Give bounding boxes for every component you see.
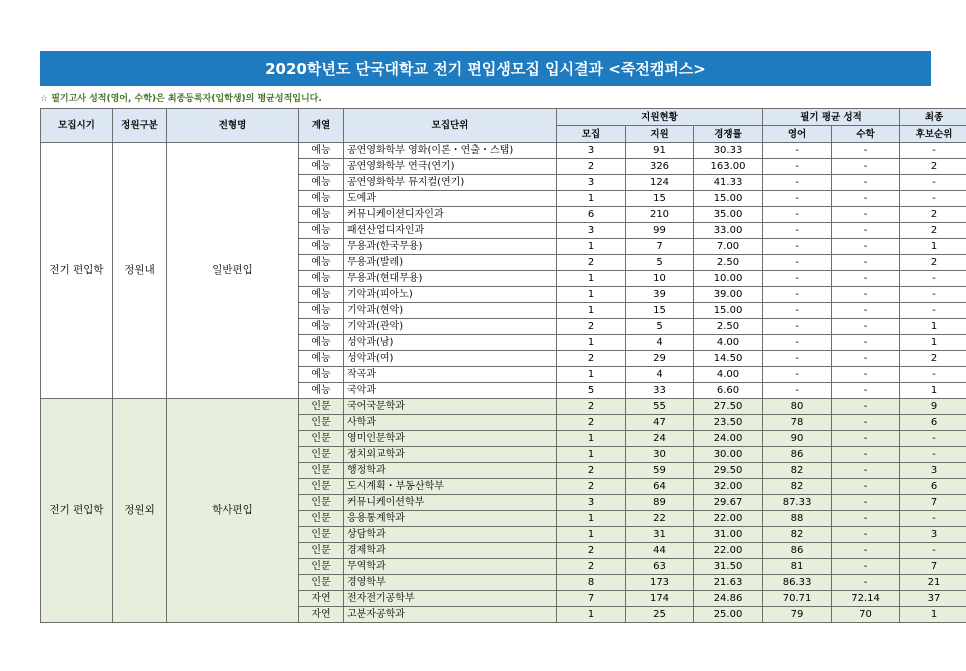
cell-english: 82 [763,479,832,495]
cell-applicants: 210 [626,207,694,223]
cell-recruit: 3 [557,143,626,159]
cell-recruit: 2 [557,319,626,335]
cell-field: 예능 [299,143,344,159]
cell-math: 70 [832,607,900,623]
cell-unit: 응용통계학과 [344,511,557,527]
cell-rank: - [900,367,966,383]
cell-applicants: 64 [626,479,694,495]
cell-ratio: 25.00 [694,607,763,623]
cell-recruit: 2 [557,399,626,415]
cell-rank: - [900,303,966,319]
cell-field: 인문 [299,575,344,591]
cell-english: 86 [763,447,832,463]
page-title: 2020학년도 단국대학교 전기 편입생모집 입시결과 <죽전캠퍼스> [40,51,931,86]
cell-applicants: 29 [626,351,694,367]
cell-math: - [832,479,900,495]
cell-rank: - [900,287,966,303]
cell-math: - [832,255,900,271]
cell-field: 예능 [299,367,344,383]
cell-field: 인문 [299,543,344,559]
cell-recruit: 1 [557,511,626,527]
cell-ratio: 6.60 [694,383,763,399]
cell-recruit: 1 [557,239,626,255]
cell-recruit: 2 [557,543,626,559]
cell-unit: 커뮤니케이션학부 [344,495,557,511]
cell-english: 86.33 [763,575,832,591]
cell-ratio: 163.00 [694,159,763,175]
cell-rank: 3 [900,463,966,479]
cell-english: - [763,383,832,399]
header-ratio: 경쟁률 [694,126,763,143]
cell-unit: 국어국문학과 [344,399,557,415]
cell-field: 인문 [299,495,344,511]
cell-ratio: 21.63 [694,575,763,591]
cell-math: - [832,351,900,367]
cell-rank: - [900,271,966,287]
cell-english: 80 [763,399,832,415]
header-apply-status: 지원현황 [557,109,763,126]
cell-english: - [763,351,832,367]
cell-field: 예능 [299,303,344,319]
cell-rank: 1 [900,607,966,623]
cell-math: - [832,271,900,287]
cell-field: 예능 [299,191,344,207]
cell-applicants: 55 [626,399,694,415]
cell-rank: 1 [900,383,966,399]
cell-unit: 전자전기공학부 [344,591,557,607]
cell-unit: 커뮤니케이션디자인과 [344,207,557,223]
cell-ratio: 33.00 [694,223,763,239]
cell-math: - [832,207,900,223]
cell-math: - [832,399,900,415]
cell-unit: 경제학과 [344,543,557,559]
cell-unit: 경영학부 [344,575,557,591]
cell-recruit: 8 [557,575,626,591]
cell-applicants: 5 [626,255,694,271]
cell-rank: 2 [900,223,966,239]
cell-recruit: 1 [557,431,626,447]
cell-recruit: 3 [557,495,626,511]
cell-field: 예능 [299,159,344,175]
cell-english: 87.33 [763,495,832,511]
cell-rank: 7 [900,495,966,511]
cell-rank: 2 [900,207,966,223]
cell-rank: 2 [900,351,966,367]
cell-unit: 영미인문학과 [344,431,557,447]
cell-applicants: 25 [626,607,694,623]
cell-ratio: 31.00 [694,527,763,543]
cell-recruit: 1 [557,303,626,319]
cell-math: - [832,383,900,399]
cell-rank: 6 [900,479,966,495]
cell-unit: 도예과 [344,191,557,207]
cell-field: 인문 [299,479,344,495]
cell-english: - [763,303,832,319]
cell-applicants: 7 [626,239,694,255]
cell-ratio: 39.00 [694,287,763,303]
cell-applicants: 326 [626,159,694,175]
cell-rank: 1 [900,319,966,335]
cell-applicants: 59 [626,463,694,479]
cell-field: 예능 [299,271,344,287]
cell-unit: 무용과(현대무용) [344,271,557,287]
cell-field: 인문 [299,463,344,479]
cell-field: 인문 [299,447,344,463]
cell-math: - [832,511,900,527]
cell-math: - [832,463,900,479]
cell-math: - [832,527,900,543]
cell-rank: 6 [900,415,966,431]
header-rank: 후보순위 [900,126,966,143]
cell-field: 예능 [299,351,344,367]
cell-recruit: 1 [557,335,626,351]
cell-math: - [832,143,900,159]
header-applicants: 지원 [626,126,694,143]
cell-ratio: 29.50 [694,463,763,479]
cell-field: 예능 [299,287,344,303]
cell-field: 자연 [299,591,344,607]
cell-unit: 성악과(남) [344,335,557,351]
cell-unit: 기악과(현악) [344,303,557,319]
cell-math: - [832,223,900,239]
cell-applicants: 4 [626,367,694,383]
cell-unit: 기악과(관악) [344,319,557,335]
cell-ratio: 35.00 [694,207,763,223]
cell-applicants: 99 [626,223,694,239]
cell-unit: 사학과 [344,415,557,431]
cell-ratio: 4.00 [694,335,763,351]
cell-field: 예능 [299,175,344,191]
group-quota: 정원외 [113,399,167,623]
header-english: 영어 [763,126,832,143]
cell-rank: - [900,175,966,191]
cell-ratio: 15.00 [694,303,763,319]
cell-math: - [832,495,900,511]
cell-ratio: 15.00 [694,191,763,207]
cell-recruit: 2 [557,255,626,271]
cell-recruit: 2 [557,159,626,175]
cell-english: - [763,319,832,335]
header-recruit: 모집 [557,126,626,143]
cell-field: 예능 [299,223,344,239]
cell-recruit: 5 [557,383,626,399]
cell-unit: 작곡과 [344,367,557,383]
header-final: 최종 [900,109,966,126]
cell-applicants: 47 [626,415,694,431]
cell-unit: 고분자공학과 [344,607,557,623]
cell-english: - [763,175,832,191]
cell-unit: 행정학과 [344,463,557,479]
cell-math: - [832,415,900,431]
cell-math: - [832,239,900,255]
group-quota: 정원내 [113,143,167,399]
header-type: 전형명 [167,109,299,143]
cell-field: 인문 [299,399,344,415]
cell-rank: - [900,143,966,159]
cell-rank: 9 [900,399,966,415]
cell-field: 예능 [299,383,344,399]
cell-english: 88 [763,511,832,527]
cell-ratio: 22.00 [694,511,763,527]
cell-ratio: 30.33 [694,143,763,159]
cell-ratio: 2.50 [694,319,763,335]
cell-rank: 2 [900,159,966,175]
cell-rank: 3 [900,527,966,543]
cell-ratio: 31.50 [694,559,763,575]
header-unit: 모집단위 [344,109,557,143]
header-math: 수학 [832,126,900,143]
cell-ratio: 27.50 [694,399,763,415]
cell-english: - [763,191,832,207]
cell-unit: 무용과(발레) [344,255,557,271]
cell-ratio: 30.00 [694,447,763,463]
cell-applicants: 173 [626,575,694,591]
cell-unit: 정치외교학과 [344,447,557,463]
cell-rank: 37 [900,591,966,607]
cell-math: - [832,559,900,575]
header-field: 계열 [299,109,344,143]
cell-math: - [832,319,900,335]
cell-recruit: 1 [557,191,626,207]
cell-applicants: 89 [626,495,694,511]
cell-field: 자연 [299,607,344,623]
cell-unit: 성악과(여) [344,351,557,367]
cell-english: 82 [763,527,832,543]
header-written: 필기 평균 성적 [763,109,900,126]
cell-math: - [832,447,900,463]
cell-ratio: 41.33 [694,175,763,191]
cell-field: 예능 [299,207,344,223]
cell-english: 70.71 [763,591,832,607]
cell-applicants: 31 [626,527,694,543]
cell-applicants: 5 [626,319,694,335]
cell-math: - [832,287,900,303]
cell-field: 인문 [299,511,344,527]
cell-field: 예능 [299,319,344,335]
cell-rank: - [900,511,966,527]
cell-recruit: 1 [557,287,626,303]
cell-unit: 무역학과 [344,559,557,575]
cell-recruit: 1 [557,271,626,287]
cell-recruit: 2 [557,559,626,575]
cell-ratio: 29.67 [694,495,763,511]
cell-recruit: 2 [557,415,626,431]
cell-english: - [763,143,832,159]
cell-ratio: 2.50 [694,255,763,271]
cell-english: 78 [763,415,832,431]
cell-rank: 7 [900,559,966,575]
cell-applicants: 4 [626,335,694,351]
cell-unit: 무용과(한국무용) [344,239,557,255]
cell-applicants: 91 [626,143,694,159]
cell-field: 인문 [299,559,344,575]
admission-results-table [40,108,966,623]
cell-unit: 기악과(피아노) [344,287,557,303]
cell-field: 인문 [299,431,344,447]
group-type: 학사편입 [167,399,299,623]
group-type: 일반편입 [167,143,299,399]
cell-applicants: 15 [626,303,694,319]
cell-ratio: 10.00 [694,271,763,287]
cell-rank: 1 [900,239,966,255]
cell-english: 81 [763,559,832,575]
cell-recruit: 1 [557,607,626,623]
cell-recruit: 2 [557,479,626,495]
cell-english: 90 [763,431,832,447]
cell-english: 82 [763,463,832,479]
cell-unit: 패션산업디자인과 [344,223,557,239]
cell-unit: 국악과 [344,383,557,399]
cell-recruit: 2 [557,463,626,479]
cell-applicants: 174 [626,591,694,607]
cell-applicants: 39 [626,287,694,303]
cell-unit: 도시계획・부동산학부 [344,479,557,495]
cell-recruit: 3 [557,175,626,191]
cell-recruit: 2 [557,351,626,367]
cell-english: - [763,207,832,223]
cell-rank: - [900,431,966,447]
cell-rank: - [900,191,966,207]
cell-applicants: 30 [626,447,694,463]
cell-english: 79 [763,607,832,623]
cell-english: - [763,255,832,271]
cell-rank: - [900,543,966,559]
cell-rank: 21 [900,575,966,591]
header-period: 모집시기 [41,109,113,143]
cell-english: - [763,159,832,175]
table-row [41,399,966,415]
cell-field: 인문 [299,527,344,543]
cell-math: - [832,431,900,447]
cell-math: - [832,303,900,319]
cell-recruit: 1 [557,447,626,463]
cell-applicants: 33 [626,383,694,399]
cell-math: - [832,175,900,191]
cell-applicants: 124 [626,175,694,191]
cell-math: - [832,335,900,351]
cell-english: - [763,335,832,351]
cell-applicants: 22 [626,511,694,527]
cell-unit: 공연영화학부 연극(연기) [344,159,557,175]
cell-english: 86 [763,543,832,559]
cell-field: 인문 [299,415,344,431]
cell-english: - [763,239,832,255]
group-period: 전기 편입학 [41,143,113,399]
cell-applicants: 15 [626,191,694,207]
cell-ratio: 23.50 [694,415,763,431]
cell-applicants: 10 [626,271,694,287]
cell-recruit: 1 [557,527,626,543]
cell-math: - [832,367,900,383]
cell-ratio: 4.00 [694,367,763,383]
table-body [41,143,966,623]
cell-field: 예능 [299,335,344,351]
cell-applicants: 24 [626,431,694,447]
cell-unit: 공연영화학부 뮤지컬(연기) [344,175,557,191]
cell-english: - [763,271,832,287]
group-period: 전기 편입학 [41,399,113,623]
cell-math: - [832,575,900,591]
cell-math: - [832,159,900,175]
cell-ratio: 14.50 [694,351,763,367]
cell-unit: 상담학과 [344,527,557,543]
cell-english: - [763,367,832,383]
cell-rank: 2 [900,255,966,271]
cell-rank: 1 [900,335,966,351]
table-row [41,143,966,159]
cell-rank: - [900,447,966,463]
note-text: ☆ 필기고사 성적(영어, 수학)은 최종등록자(입학생)의 평균성적입니다. [40,94,322,104]
cell-recruit: 6 [557,207,626,223]
cell-field: 예능 [299,239,344,255]
cell-recruit: 3 [557,223,626,239]
cell-ratio: 22.00 [694,543,763,559]
cell-field: 예능 [299,255,344,271]
cell-recruit: 7 [557,591,626,607]
cell-math: 72.14 [832,591,900,607]
cell-ratio: 24.00 [694,431,763,447]
cell-math: - [832,543,900,559]
header-quota: 정원구분 [113,109,167,143]
cell-ratio: 7.00 [694,239,763,255]
cell-applicants: 63 [626,559,694,575]
cell-math: - [832,191,900,207]
cell-english: - [763,287,832,303]
cell-recruit: 1 [557,367,626,383]
cell-ratio: 24.86 [694,591,763,607]
cell-ratio: 32.00 [694,479,763,495]
cell-applicants: 44 [626,543,694,559]
cell-unit: 공연영화학부 영화(이론・연출・스탭) [344,143,557,159]
cell-english: - [763,223,832,239]
